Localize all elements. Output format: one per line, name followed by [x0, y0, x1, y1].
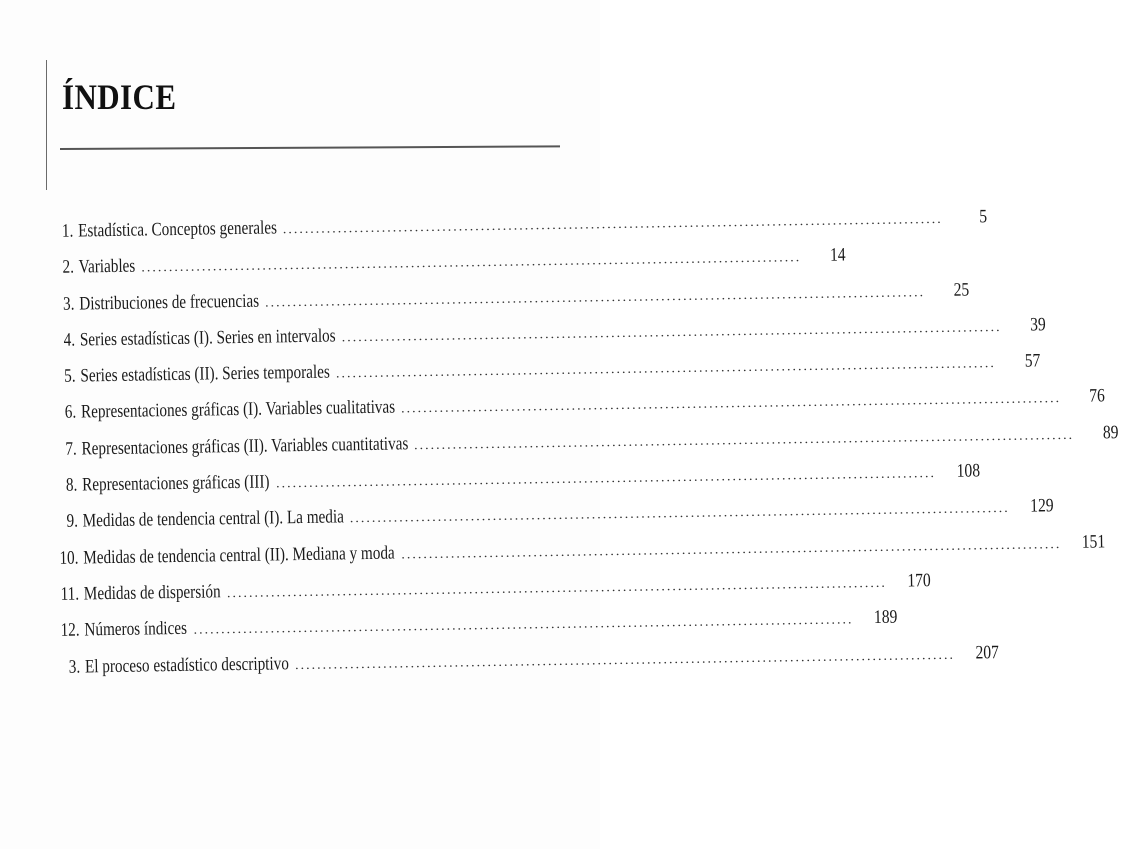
toc-dot-leader: ........................................................................................................................ [193, 612, 854, 638]
toc-entry-number: 1. [61, 220, 74, 242]
toc-dot-leader: ........................................................................................................................ [335, 356, 996, 382]
toc-entry-page-number: 57 [1024, 350, 1041, 372]
title-divider [60, 145, 560, 150]
toc-entry-title: Series estadísticas (I). Series en intervalos [79, 325, 336, 351]
toc-entry-page-number: 189 [873, 606, 898, 629]
toc-dot-leader: ........................................................................................................................ [349, 501, 1010, 527]
toc-entry-title: Estadística. Conceptos generales [77, 217, 278, 242]
toc-entry-page-number: 170 [907, 570, 931, 592]
toc-entry-number: 11. [60, 583, 80, 605]
toc-entry-number: 8. [65, 474, 78, 496]
table-of-contents [46, 206, 1119, 694]
toc-entry-title: Números índices [84, 618, 188, 641]
toc-entry-page-number: 108 [956, 460, 981, 482]
toc-dot-leader: ........................................................................................................................ [414, 427, 1075, 454]
toc-dot-leader: ........................................................................................................................ [265, 284, 926, 311]
toc-dot-leader: ........................................................................................................................ [400, 391, 1062, 417]
toc-entry-title: Variables [78, 255, 136, 278]
toc-entry-number: 5. [64, 365, 76, 387]
toc-dot-leader: ........................................................................................................................ [341, 319, 1002, 346]
toc-entry-page-number: 14 [829, 244, 846, 266]
toc-dot-leader: ........................................................................................................................ [275, 466, 937, 492]
toc-entry-number: 2. [62, 256, 75, 279]
toc-entry-page-number: 39 [1029, 314, 1046, 336]
toc-entry-number: 7. [65, 438, 77, 460]
toc-entry-page-number: 25 [953, 279, 970, 301]
toc-entry-number: 4. [63, 329, 76, 351]
toc-entry-title: Medidas de tendencia central (II). Mediana y moda [83, 542, 395, 569]
toc-entry-page-number: 5 [978, 206, 987, 228]
toc-entry-page-number: 89 [1102, 421, 1119, 444]
margin-rule [46, 60, 47, 190]
toc-entry-title: Distribuciones de frecuencias [79, 290, 260, 315]
toc-entry-number: 3. [68, 656, 81, 678]
page-title: ÍNDICE [62, 77, 177, 117]
toc-entry-title: Representaciones gráficas (III) [81, 471, 270, 496]
toc-entry [53, 641, 1000, 693]
toc-dot-leader: ........................................................................................................................ [282, 211, 943, 238]
toc-entry-page-number: 151 [1081, 531, 1106, 553]
toc-dot-leader: ........................................................................................................................ [401, 536, 1062, 563]
toc-entry-number: 9. [66, 510, 79, 533]
toc-entry-title: Medidas de dispersión [83, 581, 221, 605]
toc-dot-leader: ........................................................................................................................ [226, 575, 887, 602]
toc-entry-number: 6. [64, 402, 77, 424]
toc-entry-page-number: 207 [975, 641, 1000, 664]
toc-entry-page-number: 76 [1089, 385, 1106, 408]
toc-entry-title: Representaciones gráficas (II). Variables cuantitativas [81, 433, 409, 460]
toc-entry-number: 10. [59, 547, 79, 569]
toc-dot-leader: ........................................................................................................................ [294, 647, 956, 673]
toc-entry-title: Representaciones gráficas (I). Variables cualitativas [80, 397, 396, 423]
toc-entry-title: El proceso estadístico descriptivo [84, 652, 290, 678]
toc-entry-number: 3. [62, 293, 75, 315]
toc-entry-title: Series estadísticas (II). Series temporales [80, 361, 331, 387]
toc-entry-page-number: 129 [1030, 495, 1054, 517]
toc-dot-leader: ........................................................................................................................ [141, 250, 802, 276]
toc-entry-number: 12. [60, 619, 80, 642]
toc-entry-title: Medidas de tendencia central (I). La media [82, 506, 345, 532]
